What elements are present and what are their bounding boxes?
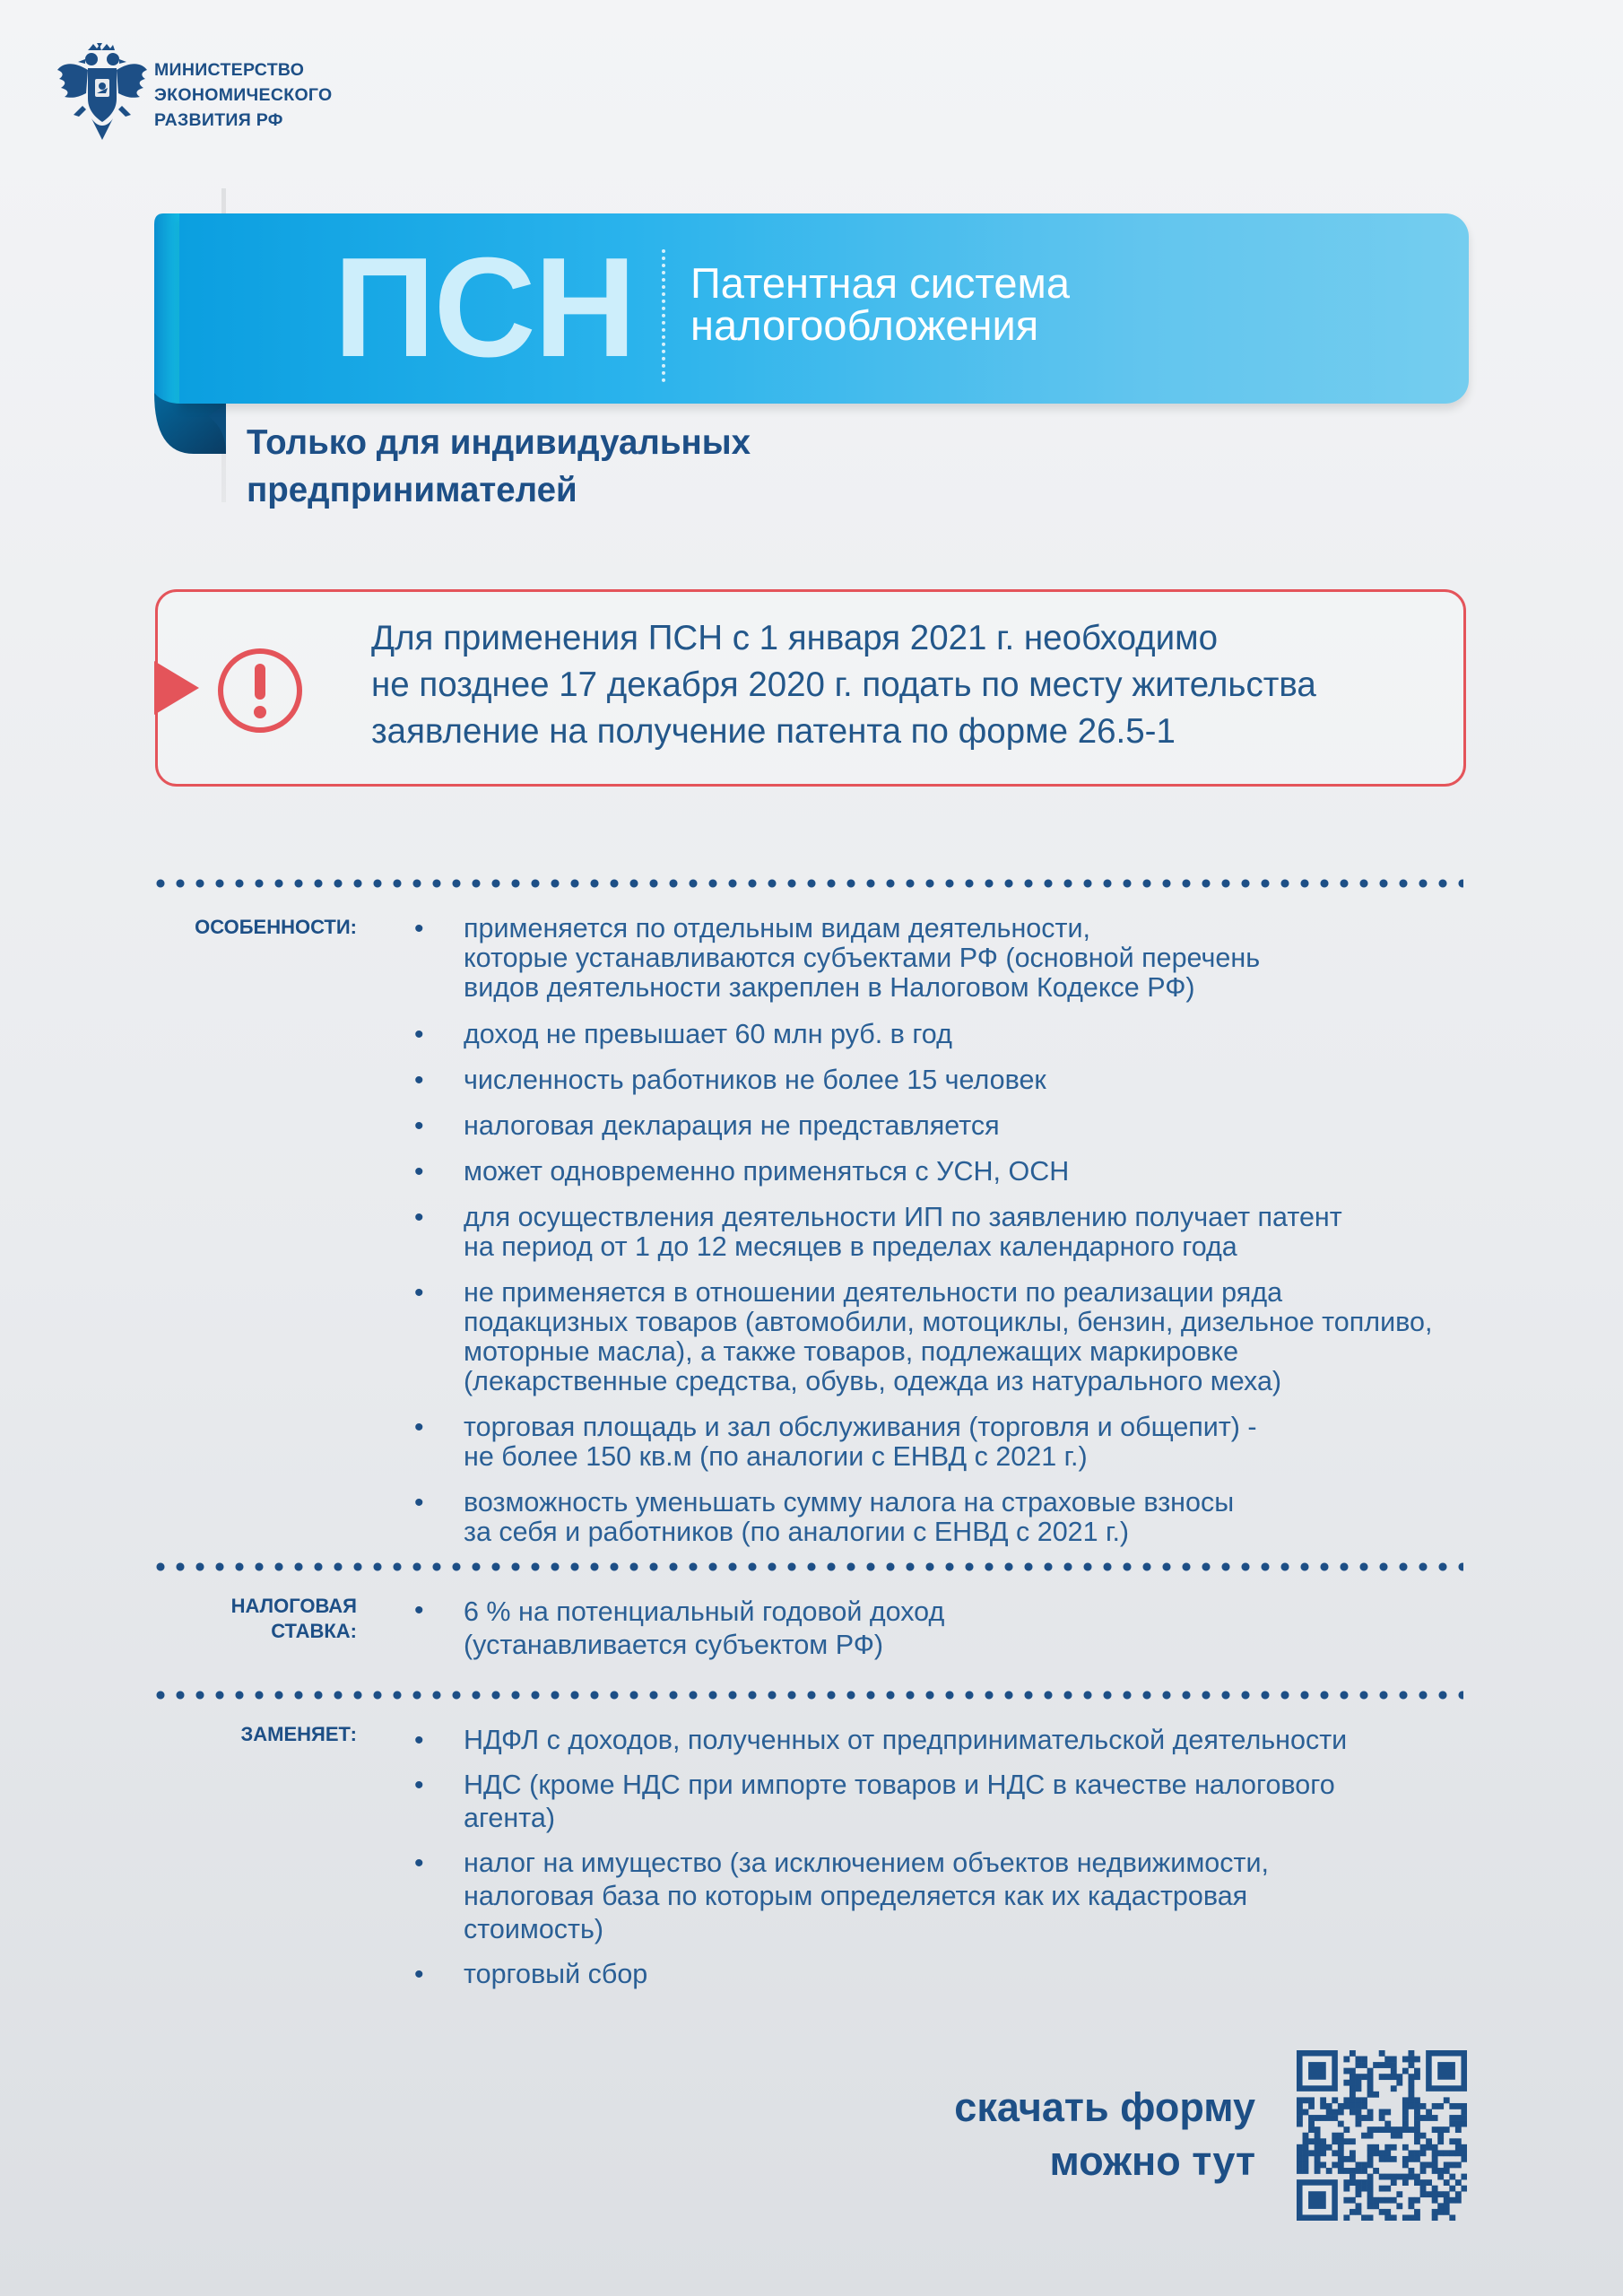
bullet: •: [414, 1278, 424, 1308]
list-item: [414, 1958, 1598, 1991]
banner-title: [690, 259, 1228, 349]
list-item-line: которые устанавливаются субъектами РФ (основной перечень: [464, 943, 1261, 973]
list-item-line: для осуществления деятельности ИП по заявлению получает патент: [464, 1202, 1342, 1232]
bullet: •: [414, 1770, 424, 1800]
list-item: [414, 1020, 1598, 1049]
list-item: [414, 1596, 1598, 1662]
list-item-line: 6 % на потенциальный годовой доход: [464, 1596, 945, 1627]
list-item-line: на период от 1 до 12 месяцев в пределах календарного года: [464, 1231, 1237, 1262]
notice-arrow-icon: [154, 661, 199, 715]
list-item-line: торговая площадь и зал обслуживания (торговля и общепит) -: [464, 1412, 1257, 1442]
list-item: [414, 1111, 1598, 1141]
list-item-line: (лекарственные средства, обувь, одежда из натурального меха): [464, 1366, 1282, 1396]
section-label-replaces: [160, 1722, 357, 1747]
banner-title-line: Патентная система: [690, 259, 1070, 307]
list-item-line: налог на имущество (за исключением объектов недвижимости,: [464, 1848, 1269, 1878]
list-item-line: налоговая декларация не представляется: [464, 1110, 1000, 1141]
list-item-line: не применяется в отношении деятельности по реализации ряда: [464, 1277, 1283, 1308]
bullet: •: [414, 1157, 424, 1187]
list-item: [414, 1157, 1598, 1187]
list-item: [414, 1413, 1598, 1472]
bullet: •: [414, 914, 424, 944]
list-item: [414, 914, 1598, 1003]
section-label-tax-rate: [160, 1594, 357, 1644]
list-item-line: возможность уменьшать сумму налога на страховые взносы: [464, 1487, 1235, 1518]
section-label-line: ЗАМЕНЯЕТ:: [240, 1723, 357, 1745]
bullet: •: [414, 1203, 424, 1232]
cta-line: можно тут: [1049, 2138, 1255, 2184]
list-item-line: налоговая база по которым определяется как их кадастровая: [464, 1881, 1248, 1911]
list-item: [414, 1488, 1598, 1547]
list-item: [414, 1769, 1598, 1835]
list-item: [414, 1278, 1598, 1396]
qr-code-icon[interactable]: [1297, 2050, 1467, 2221]
banner-abbreviation: ПСН: [334, 229, 635, 387]
bullet: •: [414, 1413, 424, 1442]
dotted-separator: [151, 1690, 1463, 1700]
double-headed-eagle-emblem-icon: [56, 43, 149, 142]
section-label-line: НАЛОГОВАЯ: [230, 1595, 357, 1617]
list-item-line: численность работников не более 15 человек: [464, 1065, 1046, 1095]
ministry-name-line: МИНИСТЕРСТВО: [154, 60, 305, 80]
ministry-name-line: ЭКОНОМИЧЕСКОГО: [154, 85, 333, 105]
list-item-line: доход не превышает 60 млн руб. в год: [464, 1019, 952, 1049]
bullet: •: [414, 1111, 424, 1141]
banner-divider: [662, 249, 665, 382]
dotted-separator: [151, 878, 1463, 889]
list-item-line: моторные масла), а также товаров, подлежащих маркировке: [464, 1336, 1239, 1367]
tax-rate-list: [414, 1596, 1598, 1662]
bullet: •: [414, 1488, 424, 1518]
replaces-list: [414, 1724, 1598, 1991]
bullet: •: [414, 1848, 424, 1878]
bullet: •: [414, 1960, 424, 1989]
exclamation-circle-icon: [217, 648, 303, 734]
dotted-separator: [151, 1561, 1463, 1572]
banner-title-line: налогообложения: [690, 301, 1039, 349]
list-item-line: применяется по отдельным видам деятельности,: [464, 913, 1090, 944]
bullet: •: [414, 1596, 424, 1625]
list-item-line: видов деятельности закреплен в Налоговом Кодексе РФ): [464, 972, 1195, 1003]
bullet: •: [414, 1065, 424, 1095]
section-label-line: СТАВКА:: [271, 1620, 357, 1642]
notice-line: Для применения ПСН с 1 января 2021 г. необходимо: [371, 619, 1218, 657]
list-item-line: стоимость): [464, 1914, 604, 1944]
ministry-name: [154, 57, 423, 133]
list-item-line: может одновременно применяться с УСН, ОСН: [464, 1156, 1070, 1187]
audience-line: предпринимателей: [247, 471, 577, 509]
bullet: •: [414, 1726, 424, 1755]
list-item-line: не более 150 кв.м (по аналогии с ЕНВД с 2021 г.): [464, 1441, 1088, 1472]
list-item: [414, 1724, 1598, 1757]
ministry-name-line: РАЗВИТИЯ РФ: [154, 110, 283, 130]
list-item-line: подакцизных товаров (автомобили, мотоциклы, бензин, дизельное топливо,: [464, 1307, 1433, 1337]
list-item: [414, 1065, 1598, 1095]
download-form-cta: [843, 2081, 1255, 2188]
list-item-line: НДФЛ с доходов, полученных от предпринимательской деятельности: [464, 1725, 1348, 1755]
list-item-line: за себя и работников (по аналогии с ЕНВД с 2021 г.): [464, 1517, 1130, 1547]
audience-line: Только для индивидуальных: [247, 423, 751, 462]
list-item-line: НДС (кроме НДС при импорте товаров и НДС в качестве налогового: [464, 1770, 1335, 1800]
list-item-line: агента): [464, 1803, 555, 1833]
list-item-line: торговый сбор: [464, 1959, 648, 1989]
notice-line: не позднее 17 декабря 2020 г. подать по месту жительства: [371, 665, 1316, 704]
list-item: [414, 1847, 1598, 1946]
list-item: [414, 1203, 1598, 1262]
bullet: •: [414, 1020, 424, 1049]
list-item-line: (устанавливается субъектом РФ): [464, 1630, 884, 1660]
notice-line: заявление на получение патента по форме 26.5-1: [371, 712, 1176, 751]
section-label-line: ОСОБЕННОСТИ:: [195, 916, 357, 938]
audience-note: [247, 419, 964, 514]
cta-line: скачать форму: [954, 2084, 1255, 2130]
features-list: [414, 914, 1598, 1547]
section-label-features: [160, 915, 357, 940]
notice-text: [371, 615, 1456, 755]
